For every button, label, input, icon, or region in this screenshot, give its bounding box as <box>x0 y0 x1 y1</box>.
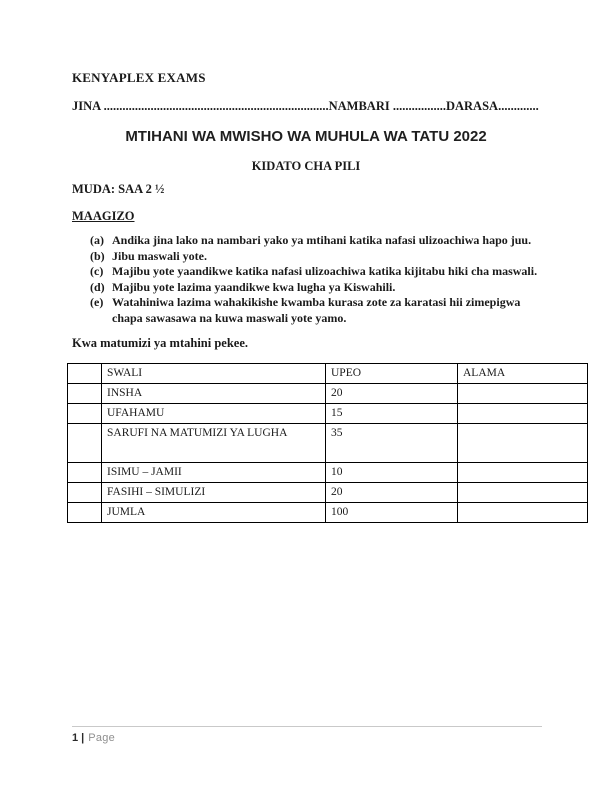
marks-table-header-cell: ALAMA <box>458 364 588 384</box>
swali-cell: ISIMU – JAMII <box>102 463 326 483</box>
swali-cell: UFAHAMU <box>102 404 326 424</box>
row-spacer-cell <box>68 384 102 404</box>
instruction-item-text: Andika jina lako na nambari yako ya mtihani katika nafasi ulizoachiwa hapo juu. <box>112 233 532 247</box>
row-spacer-cell <box>68 404 102 424</box>
row-spacer-cell <box>68 463 102 483</box>
examiner-only-note: Kwa matumizi ya mtahini pekee. <box>72 336 249 350</box>
instruction-item-text: Majibu yote yaandikwe katika nafasi ulizoachiwa katika kijitabu hiki cha maswali. <box>112 264 538 278</box>
instruction-item-label: (e) <box>90 295 104 309</box>
jina-dotted-blank: ........................................................................ <box>103 99 329 113</box>
row-spacer-cell <box>68 483 102 503</box>
marks-table-header-cell: SWALI <box>102 364 326 384</box>
alama-cell <box>458 424 588 463</box>
exam-form-level: KIDATO CHA PILI <box>251 159 361 173</box>
instruction-item-label: (b) <box>90 248 105 263</box>
instruction-item <box>72 295 540 326</box>
upeo-cell: 15 <box>326 404 458 424</box>
instruction-item-text: Watahiniwa lazima wahakikishe kwamba kurasa zote za karatasi hii zimepigwa chapa sawasawa na kuwa maswali yote yamo. <box>112 295 521 325</box>
footer-separator: | <box>81 732 85 744</box>
instruction-item <box>72 280 540 296</box>
exam-title: MTIHANI WA MWISHO WA MUHULA WA TATU 2022 <box>125 128 487 145</box>
organization-name: KENYAPLEX EXAMS <box>72 70 206 85</box>
marks-table-header-cell <box>68 364 102 384</box>
instructions-list <box>72 233 540 326</box>
marks-table-row <box>68 483 588 503</box>
marks-table-row <box>68 404 588 424</box>
marks-table-header-cell: UPEO <box>326 364 458 384</box>
darasa-dotted-blank: ............. <box>498 99 539 113</box>
alama-cell <box>458 404 588 424</box>
instruction-item-label: (d) <box>90 279 105 294</box>
darasa-label: DARASA <box>445 99 499 113</box>
upeo-cell: 20 <box>326 384 458 404</box>
upeo-cell: 20 <box>326 483 458 503</box>
instruction-item-label: (c) <box>90 264 104 278</box>
upeo-cell: 35 <box>326 424 458 463</box>
candidate-details-line <box>72 99 540 114</box>
footer-text <box>72 732 542 744</box>
exam-duration: MUDA: SAA 2 ½ <box>72 182 165 196</box>
instruction-item <box>72 249 540 265</box>
swali-cell: JUMLA <box>102 503 326 523</box>
row-spacer-cell <box>68 503 102 523</box>
upeo-cell: 10 <box>326 463 458 483</box>
marks-table-row <box>68 463 588 483</box>
alama-cell <box>458 384 588 404</box>
footer-page-label: Page <box>88 732 116 744</box>
footer-divider-line <box>72 726 542 727</box>
alama-cell <box>458 463 588 483</box>
marks-table-header-row <box>68 364 588 384</box>
page-footer <box>72 726 542 744</box>
marks-table <box>67 363 588 523</box>
instruction-item-text: Majibu yote lazima yaandikwe kwa lugha ya Kiswahili. <box>112 279 396 294</box>
instruction-item-text: Jibu maswali yote. <box>112 248 208 263</box>
upeo-cell: 100 <box>326 503 458 523</box>
alama-cell <box>458 483 588 503</box>
marks-table-row <box>68 503 588 523</box>
row-spacer-cell <box>68 424 102 463</box>
swali-cell: FASIHI – SIMULIZI <box>102 483 326 503</box>
instruction-item <box>72 233 540 249</box>
swali-cell: SARUFI NA MATUMIZI YA LUGHA <box>102 424 326 463</box>
nambari-dotted-blank: ................. <box>392 99 446 113</box>
nambari-label: NAMBARI <box>328 99 390 113</box>
jina-label: JINA <box>72 99 101 113</box>
instruction-item-label: (a) <box>90 233 104 247</box>
marks-table-row <box>68 424 588 463</box>
instruction-item <box>72 264 540 280</box>
marks-table-row <box>68 384 588 404</box>
page-content <box>72 70 540 523</box>
alama-cell <box>458 503 588 523</box>
page-number: 1 <box>72 732 79 744</box>
swali-cell: INSHA <box>102 384 326 404</box>
instructions-heading: MAAGIZO <box>72 209 135 223</box>
